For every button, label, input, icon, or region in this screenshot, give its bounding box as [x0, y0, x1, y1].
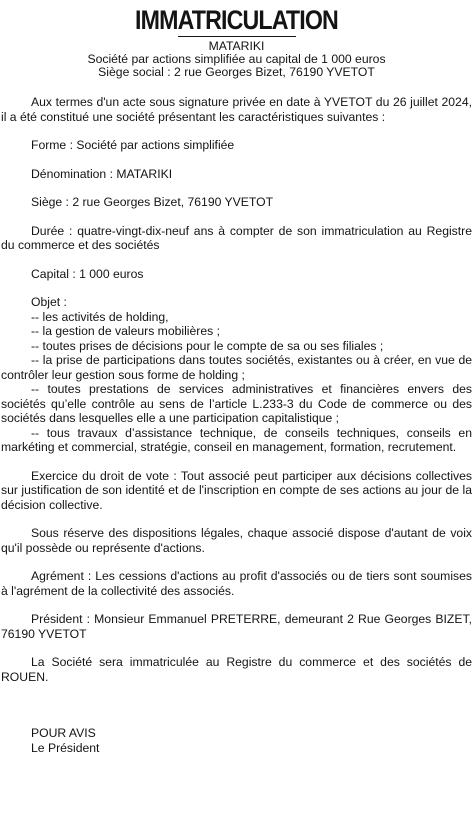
objet-section [1, 295, 472, 455]
president-paragraph: Président : Monsieur Emmanuel PRETERRE, demeurant 2 Rue Georges BIZET, 76190 YVETOT [1, 612, 472, 641]
signatory: Le Président [31, 740, 100, 755]
capital-paragraph: Capital : 1 000 euros [31, 266, 144, 281]
notice-body [1, 95, 472, 755]
forme-paragraph: Forme : Société par actions simplifiée [31, 138, 235, 152]
objet-item: -- la gestion de valeurs mobilières ; [31, 324, 220, 338]
immatriculation-paragraph: La Société sera immatriculée au Registre du commerce et des sociétés de ROUEN. [1, 655, 472, 684]
objet-item: -- la prise de participations dans toutes sociétés, existantes ou à créer, en vue de contrôler leur gestion sous forme de holding ; [1, 353, 472, 382]
objet-item: -- tous travaux d’assistance technique, de conseils techniques, conseils en markéting et commercial, stratégie, conseil en management, formation, recrutement. [1, 425, 472, 454]
objet-item: -- toutes prises de décisions pour le compte de sa ou ses filiales ; [31, 338, 384, 353]
reserve-paragraph: Sous réserve des dispositions légales, chaque associé dispose d'autant de voix qu'il possède ou représente d'actions. [1, 526, 472, 555]
title-underline [178, 36, 296, 37]
siege-paragraph: Siège : 2 rue Georges Bizet, 76190 YVETOT [31, 195, 274, 209]
notice-title: IMMATRICULATION [135, 5, 338, 35]
objet-item: -- toutes prestations de services administratives et financières envers des sociétés qu’elle contrôle au sens de l’article L.233-3 du Code de commerce ou des sociétés dans lesquelles elle a une participation capitalistique ; [1, 382, 472, 425]
pour-avis: POUR AVIS [31, 726, 96, 740]
objet-item: -- les activités de holding, [31, 309, 169, 324]
registered-office: Siège social : 2 rue Georges Bizet, 76190 YVETOT [98, 65, 375, 79]
company-form-capital: Société par actions simplifiée au capital de 1 000 euros [87, 52, 386, 66]
objet-heading: Objet : [31, 295, 67, 309]
intro-paragraph: Aux termes d'un acte sous signature privée en date à YVETOT du 26 juillet 2024, il a été constitué une société présentant les caractéristiques suivantes : [1, 95, 472, 124]
agrement-paragraph: Agrément : Les cessions d'actions au profit d'associés ou de tiers sont soumises à l'agrément de la collectivité des associés. [1, 569, 472, 598]
exercice-vote-paragraph: Exercice du droit de vote : Tout associé peut participer aux décisions collectives sur justification de son identité et de l'inscription en compte de ses actions au jour de la décision collective. [1, 468, 472, 512]
company-name: MATARIKI [208, 39, 265, 53]
denomination-paragraph: Dénomination : MATARIKI [31, 166, 173, 181]
signature-block [1, 726, 472, 755]
duree-paragraph: Durée : quatre-vingt-dix-neuf ans à compter de son immatriculation au Registre du commerce et des sociétés [1, 223, 472, 252]
